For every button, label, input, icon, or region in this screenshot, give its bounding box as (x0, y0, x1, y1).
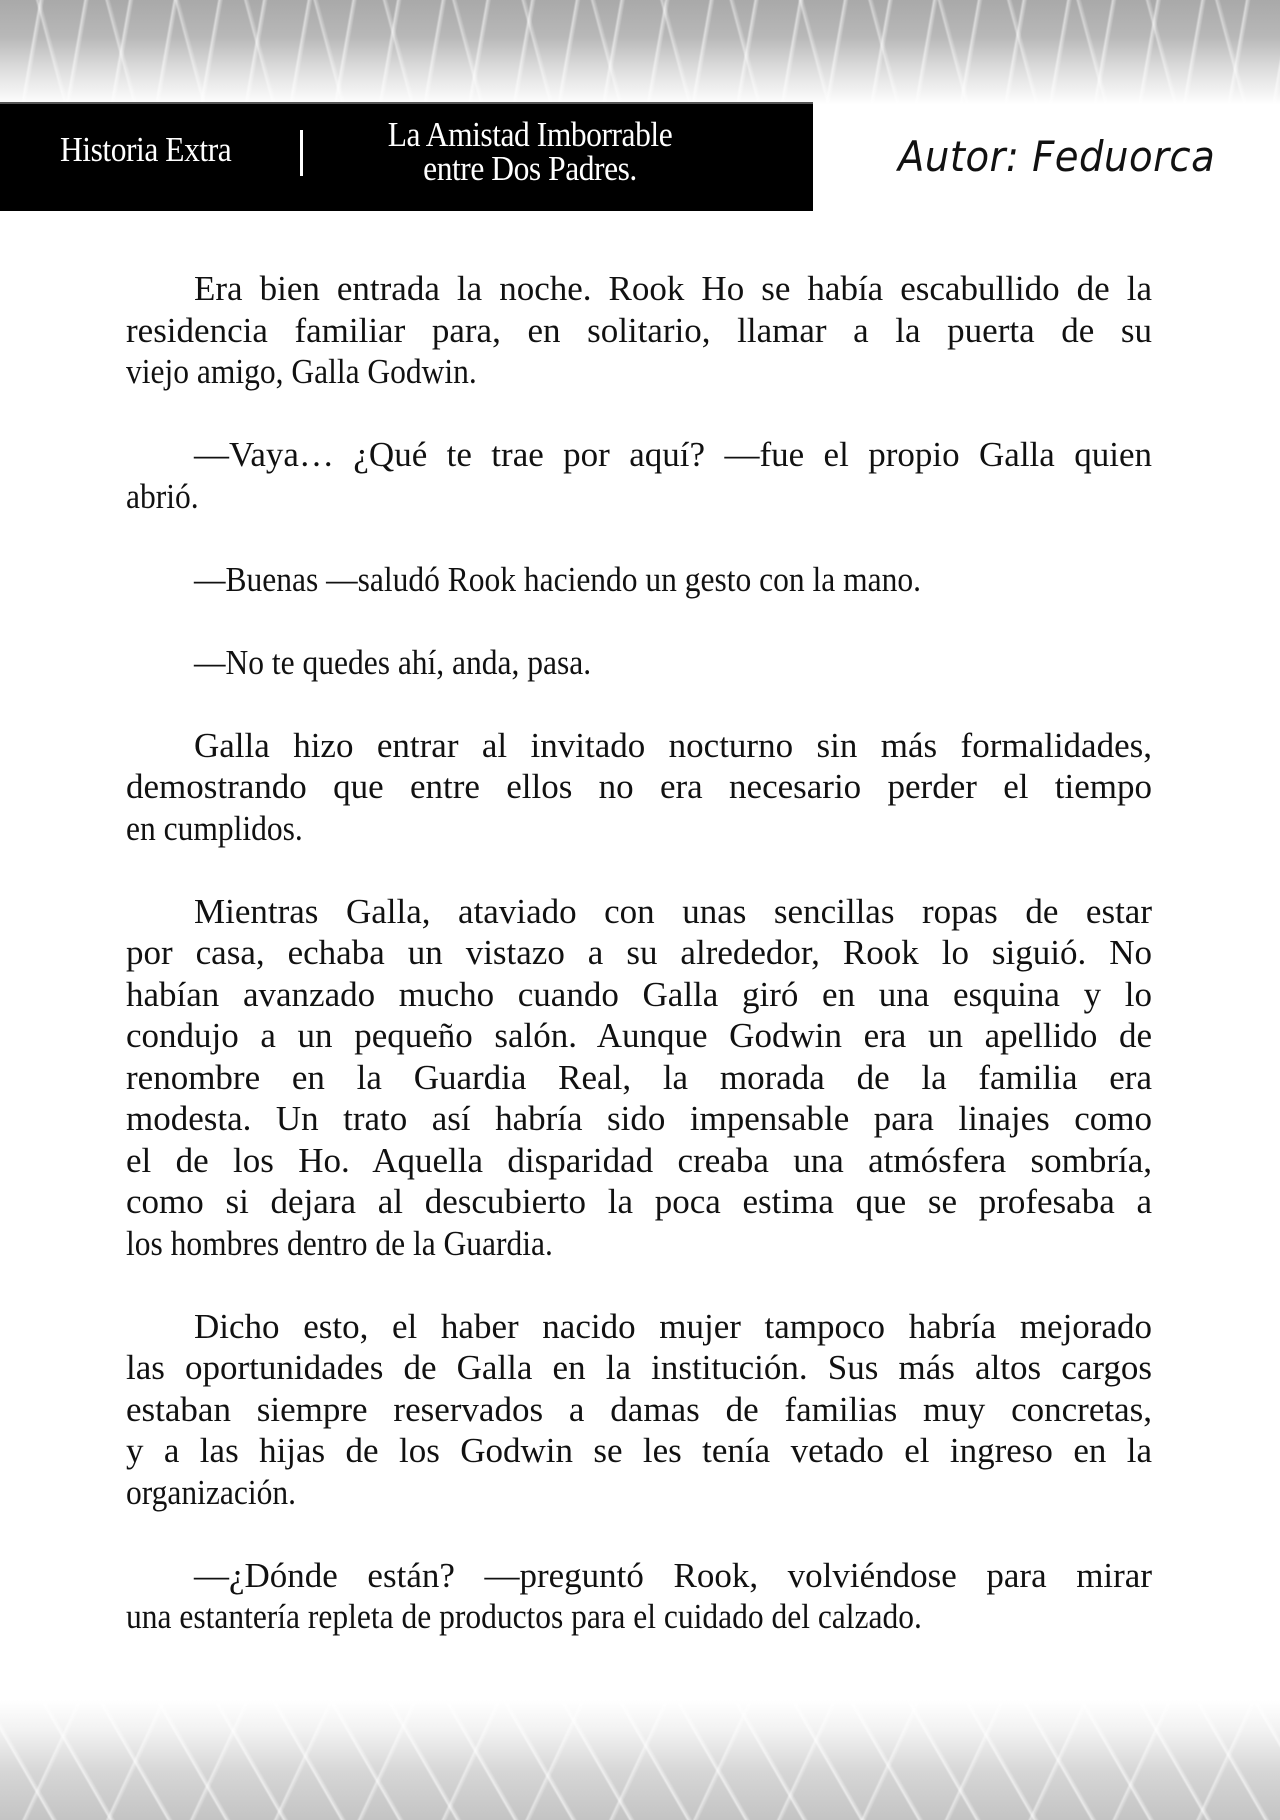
chapter-title (350, 115, 710, 188)
text-line: estaban siempre reservados a damas de familias muy concretas, (126, 1389, 1152, 1429)
chapter-title-line: entre Dos Padres. (423, 149, 637, 188)
text-line: el de los Ho. Aquella disparidad creaba una atmósfera sombría, (126, 1140, 1152, 1180)
text-line: —Buenas —saludó Rook haciendo un gesto con la mano. (194, 559, 922, 599)
text-line: Galla hizo entrar al invitado nocturno sin más formalidades, (194, 725, 1152, 765)
text-line: modesta. Un trato así habría sido impensable para linajes como (126, 1099, 1152, 1138)
text-line: Era bien entrada la noche. Rook Ho se había escabullido de la (194, 269, 1152, 308)
text-line: en cumplidos. (126, 808, 303, 848)
banner-separator (300, 130, 303, 176)
text-line: habían avanzado mucho cuando Galla giró en una esquina y lo (126, 974, 1152, 1014)
text-line: y a las hijas de los Godwin se les tenía vetado el ingreso en la (126, 1431, 1152, 1470)
text-line: demostrando que entre ellos no era necesario perder el tiempo (126, 767, 1152, 806)
paragraph (126, 642, 1152, 684)
paragraph (126, 559, 1152, 601)
chapter-title-line: La Amistad Imborrable (387, 115, 673, 154)
text-line: una estantería repleta de productos para el cuidado del calzado. (126, 1597, 922, 1636)
paragraph (126, 1306, 1152, 1514)
paragraph (126, 434, 1152, 517)
text-line: organización. (126, 1472, 296, 1512)
text-line: abrió. (126, 476, 199, 516)
paragraph (126, 891, 1152, 1265)
text-line: por casa, echaba un vistazo a su alrededor, Rook lo siguió. No (126, 933, 1152, 972)
paragraph (126, 725, 1152, 850)
decorative-texture-top (0, 0, 1280, 105)
text-line: residencia familiar para, en solitario, llamar a la puerta de su (126, 310, 1152, 350)
decorative-texture-bottom (0, 1700, 1280, 1820)
text-line: renombre en la Guardia Real, la morada de la familia era (126, 1057, 1152, 1097)
text-line: los hombres dentro de la Guardia. (126, 1223, 553, 1263)
text-line: Mientras Galla, ataviado con unas sencillas ropas de estar (194, 891, 1152, 931)
author-credit: Autor: Feduorca (898, 132, 1216, 181)
text-line: —No te quedes ahí, anda, pasa. (194, 642, 592, 682)
section-label: Historia Extra (60, 130, 232, 169)
text-line: condujo a un pequeño salón. Aunque Godwin era un apellido de (126, 1016, 1152, 1055)
body-text (126, 268, 1152, 1679)
paragraph (126, 268, 1152, 393)
title-banner (0, 102, 813, 211)
text-line: las oportunidades de Galla en la institución. Sus más altos cargos (126, 1348, 1152, 1387)
text-line: —¿Dónde están? —preguntó Rook, volviéndose para mirar (194, 1555, 1152, 1595)
paragraph (126, 1555, 1152, 1638)
text-line: Dicho esto, el haber nacido mujer tampoco habría mejorado (194, 1306, 1152, 1346)
text-line: como si dejara al descubierto la poca estima que se profesaba a (126, 1182, 1152, 1221)
text-line: viejo amigo, Galla Godwin. (126, 352, 477, 391)
text-line: —Vaya… ¿Qué te trae por aquí? —fue el propio Galla quien (194, 435, 1152, 474)
